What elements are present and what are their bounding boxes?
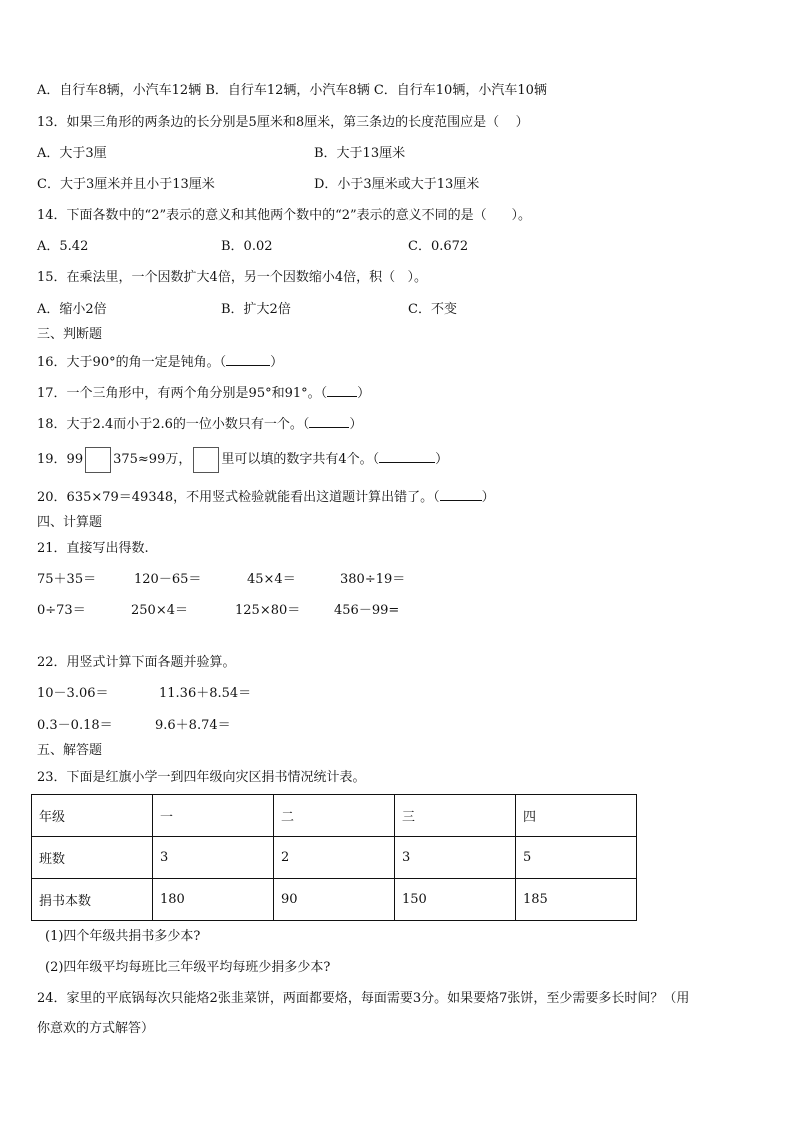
answer-blank[interactable] — [440, 489, 482, 501]
q21-item: 0÷73＝ — [37, 603, 86, 618]
q23-sub-1: (1)四个年级共捐书多少本? — [45, 929, 201, 944]
q23-sub-2: (2)四年级平均每班比三年级平均每班少捐多少本? — [45, 960, 331, 975]
table-cell: 二 — [274, 795, 395, 837]
table-row — [32, 795, 637, 837]
table-cell: 班数 — [32, 837, 153, 879]
table-cell: 年级 — [32, 795, 153, 837]
q23-stem: 23．下面是红旗小学一到四年级向灾区捐书情况统计表。 — [37, 770, 366, 785]
answer-blank[interactable] — [309, 416, 349, 428]
q17: 17．一个三角形中，有两个角分别是95°和91°。（ ） — [37, 386, 371, 401]
table-cell: 2 — [274, 837, 395, 879]
table-cell: 180 — [153, 879, 274, 921]
q21-item: 75＋35＝ — [37, 572, 97, 587]
table-row — [32, 837, 637, 879]
q15-stem: 15．在乘法里，一个因数扩大4倍，另一个因数缩小4倍，积（ ）。 — [37, 270, 427, 285]
q12-options: A．自行车8辆，小汽车12辆 B．自行车12辆，小汽车8辆 C．自行车10辆，小汽车10辆 — [37, 83, 547, 98]
table-cell: 三 — [395, 795, 516, 837]
table-cell: 185 — [516, 879, 637, 921]
q22-item: 0.3－0.18＝ — [37, 718, 113, 733]
answer-blank[interactable] — [379, 451, 435, 463]
q21-item: 250×4＝ — [131, 603, 188, 618]
table-cell: 90 — [274, 879, 395, 921]
section-3-heading: 三、判断题 — [37, 327, 103, 342]
q21-item: 45×4＝ — [247, 572, 296, 587]
q15-option-b: B．扩大2倍 — [221, 302, 291, 317]
digit-box[interactable] — [85, 447, 111, 473]
q22-item: 11.36＋8.54＝ — [159, 686, 252, 701]
q13-option-b: B．大于13厘米 — [314, 146, 406, 161]
q20: 20．635×79＝49348，不用竖式检验就能看出这道题计算出错了。（ ） — [37, 490, 495, 505]
table-cell: 3 — [153, 837, 274, 879]
q22-item: 10－3.06＝ — [37, 686, 109, 701]
q13-option-c: C．大于3厘米并且小于13厘米 — [37, 177, 215, 192]
q15-option-c: C．不变 — [408, 302, 457, 317]
table-cell: 一 — [153, 795, 274, 837]
table-cell: 150 — [395, 879, 516, 921]
q22-item: 9.6＋8.74＝ — [155, 718, 231, 733]
q24-line-1: 24．家里的平底锅每次只能烙2张韭菜饼，两面都要烙，每面需要3分。如果要烙7张饼，至少需要多长时间？（用 — [37, 991, 690, 1006]
section-4-heading: 四、计算题 — [37, 515, 103, 530]
digit-box[interactable] — [193, 447, 219, 473]
q21-item: 120－65＝ — [134, 572, 202, 587]
table-cell: 3 — [395, 837, 516, 879]
q21-stem: 21．直接写出得数. — [37, 541, 149, 556]
q13-option-d: D．小于3厘米或大于13厘米 — [314, 177, 480, 192]
table-row — [32, 879, 637, 921]
donation-table — [31, 794, 637, 921]
q13-stem: 13．如果三角形的两条边的长分别是5厘米和8厘米，第三条边的长度范围应是（ ） — [37, 115, 529, 130]
table-cell: 5 — [516, 837, 637, 879]
answer-blank[interactable] — [226, 354, 270, 366]
q19: 19．99 375≈99万， 里可以填的数字共有4个。（ ） — [37, 446, 448, 474]
q14-stem: 14．下面各数中的“2”表示的意义和其他两个数中的“2”表示的意义不同的是（ ）。 — [37, 208, 531, 223]
q14-option-b: B．0.02 — [221, 239, 273, 254]
section-5-heading: 五、解答题 — [37, 743, 103, 758]
q15-option-a: A．缩小2倍 — [37, 302, 107, 317]
answer-blank[interactable] — [327, 385, 357, 397]
q21-item: 456－99= — [334, 603, 400, 618]
q24-line-2: 你意欢的方式解答） — [37, 1021, 155, 1036]
q22-stem: 22．用竖式计算下面各题并验算。 — [37, 655, 236, 670]
table-cell: 四 — [516, 795, 637, 837]
q16: 16．大于90°的角一定是钝角。（ ） — [37, 355, 284, 370]
q21-item: 380÷19＝ — [340, 572, 406, 587]
q13-option-a: A．大于3厘 — [37, 146, 107, 161]
q14-option-c: C．0.672 — [408, 239, 469, 254]
q21-item: 125×80＝ — [235, 603, 301, 618]
q14-option-a: A．5.42 — [37, 239, 89, 254]
q18: 18．大于2.4而小于2.6的一位小数只有一个。（ ） — [37, 417, 363, 432]
table-cell: 捐书本数 — [32, 879, 153, 921]
